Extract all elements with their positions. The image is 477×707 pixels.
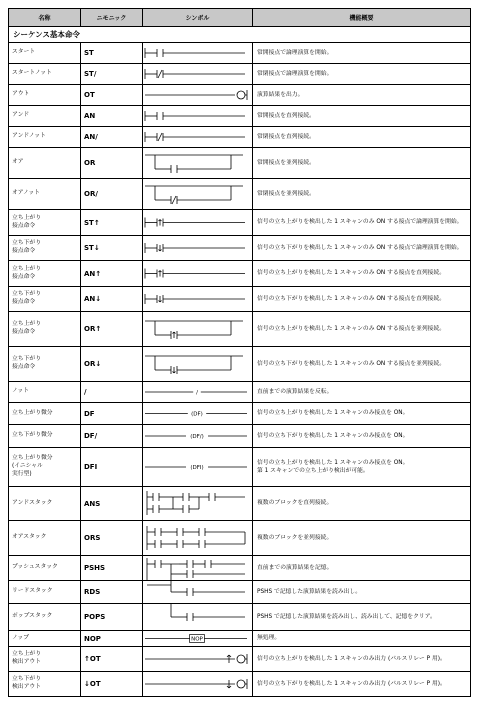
instruction-name: 立ち上がり 接点命令 (9, 210, 81, 236)
instruction-description: PSHS で記憶した演算結果を読み出し。 (253, 581, 471, 604)
instruction-mnemonic: / (81, 382, 143, 403)
ladder-symbol-graphic (143, 448, 251, 486)
ladder-symbol (143, 425, 253, 448)
instruction-description: 複数のブロックを並列接続。 (253, 521, 471, 556)
svg-text:(DFI): (DFI) (190, 465, 204, 471)
ladder-symbol-graphic (143, 556, 251, 580)
instruction-name: ノット (9, 382, 81, 403)
ladder-symbol (143, 347, 253, 382)
ladder-symbol (143, 647, 253, 672)
instruction-table-page (8, 8, 470, 697)
instruction-description: 信号の立ち上がりを検出した 1 スキャンのみ ON する接点で論理演算を開始。 (253, 210, 471, 236)
instruction-mnemonic: AN/ (81, 127, 143, 148)
instruction-description: 常閉接点を並列接続。 (253, 179, 471, 210)
table-row (9, 106, 471, 127)
ladder-symbol-graphic (143, 43, 251, 63)
table-row (9, 631, 471, 647)
instruction-name: ノップ (9, 631, 81, 647)
ladder-symbol-graphic (143, 148, 251, 178)
ladder-symbol-graphic (143, 106, 251, 126)
instruction-name: アンドノット (9, 127, 81, 148)
table-row (9, 382, 471, 403)
instruction-mnemonic: ↓OT (81, 672, 143, 697)
ladder-symbol (143, 521, 253, 556)
instruction-mnemonic: DF (81, 403, 143, 425)
svg-text:/: / (196, 390, 198, 396)
section-title: シーケンス基本命令 (9, 27, 471, 43)
table-row (9, 647, 471, 672)
table-row (9, 448, 471, 487)
instruction-description: 信号の立ち上がりを検出した 1 スキャンのみ ON する接点を直列接続。 (253, 261, 471, 287)
instruction-mnemonic: ANS (81, 487, 143, 521)
instruction-description: 信号の立ち下がりを検出した 1 スキャンのみ接点を ON。 (253, 425, 471, 448)
instruction-name: リードスタック (9, 581, 81, 604)
header-row (9, 9, 471, 27)
instruction-description: 信号の立ち上がりを検出した 1 スキャンのみ ON する接点を並列接続。 (253, 312, 471, 347)
table-row (9, 287, 471, 312)
instruction-name: アンド (9, 106, 81, 127)
instruction-name: 立ち上がり微分 (イニシャル 実行型) (9, 448, 81, 487)
table-row (9, 210, 471, 236)
ladder-symbol-graphic (143, 647, 251, 671)
instruction-mnemonic: ST↓ (81, 236, 143, 261)
instruction-description: 複数のブロックを直列接続。 (253, 487, 471, 521)
ladder-symbol (143, 261, 253, 287)
ladder-symbol (143, 631, 253, 647)
instruction-name: スタートノット (9, 64, 81, 85)
table-row (9, 127, 471, 148)
ladder-symbol (143, 127, 253, 148)
table-row (9, 403, 471, 425)
ladder-symbol-graphic (143, 487, 251, 520)
ladder-symbol-graphic (143, 287, 251, 311)
ladder-symbol-graphic (143, 382, 251, 402)
ladder-symbol (143, 556, 253, 581)
table-row (9, 85, 471, 106)
instruction-name: アウト (9, 85, 81, 106)
header-description: 機能概要 (253, 9, 471, 27)
instruction-mnemonic: OR (81, 148, 143, 179)
svg-text:(DF/): (DF/) (190, 434, 204, 440)
instruction-mnemonic: AN↓ (81, 287, 143, 312)
header-name: 名称 (9, 9, 81, 27)
instruction-description: 直前までの演算結果を記憶。 (253, 556, 471, 581)
instruction-mnemonic: AN (81, 106, 143, 127)
ladder-symbol-graphic (143, 347, 251, 381)
instruction-description: 信号の立ち下がりを検出した 1 スキャンのみ出力 (パルスリレー P 用)。 (253, 672, 471, 697)
instruction-name: 立ち下がり微分 (9, 425, 81, 448)
table-row (9, 43, 471, 64)
ladder-symbol (143, 403, 253, 425)
table-row (9, 672, 471, 697)
section-row (9, 27, 471, 43)
ladder-symbol-graphic (143, 581, 251, 603)
ladder-symbol (143, 312, 253, 347)
table-row (9, 148, 471, 179)
instruction-description: 無処理。 (253, 631, 471, 647)
ladder-symbol-graphic (143, 64, 251, 84)
instruction-mnemonic: ↑OT (81, 647, 143, 672)
instruction-name: オアスタック (9, 521, 81, 556)
instruction-mnemonic: OR↓ (81, 347, 143, 382)
ladder-symbol-graphic (143, 672, 251, 696)
ladder-symbol (143, 85, 253, 106)
instruction-name: 立ち上がり 検出アウト (9, 647, 81, 672)
instruction-name: 立ち下がり 接点命令 (9, 347, 81, 382)
table-row (9, 604, 471, 631)
ladder-symbol (143, 287, 253, 312)
instruction-description: 信号の立ち上がりを検出した 1 スキャンのみ接点を ON。 第 1 スキャンでの立ち上がり検出が可能。 (253, 448, 471, 487)
ladder-symbol-graphic (143, 604, 251, 630)
ladder-symbol-graphic (143, 236, 251, 260)
ladder-symbol-graphic (143, 85, 251, 105)
header-mnemonic: ニモニック (81, 9, 143, 27)
instruction-mnemonic: RDS (81, 581, 143, 604)
instruction-mnemonic: ST↑ (81, 210, 143, 236)
ladder-symbol-graphic (143, 521, 251, 555)
ladder-symbol (143, 179, 253, 210)
table-row (9, 179, 471, 210)
table-row (9, 261, 471, 287)
ladder-symbol (143, 148, 253, 179)
instruction-description: 常開接点を直列接続。 (253, 106, 471, 127)
instruction-mnemonic: DF/ (81, 425, 143, 448)
instruction-description: PSHS で記憶した演算結果を読み出し、読み出して、記憶をクリア。 (253, 604, 471, 631)
instruction-description: 信号の立ち下がりを検出した 1 スキャンのみ ON する接点で論理演算を開始。 (253, 236, 471, 261)
table-row (9, 521, 471, 556)
instruction-description: 演算結果を出力。 (253, 85, 471, 106)
instruction-description: 信号の立ち上がりを検出した 1 スキャンのみ出力 (パルスリレー P 用)。 (253, 647, 471, 672)
instruction-mnemonic: NOP (81, 631, 143, 647)
instruction-mnemonic: ST/ (81, 64, 143, 85)
instruction-description: 常開接点で論理演算を開始。 (253, 43, 471, 64)
table-row (9, 487, 471, 521)
instruction-mnemonic: OR/ (81, 179, 143, 210)
instruction-mnemonic: ST (81, 43, 143, 64)
svg-text:(DF): (DF) (191, 411, 203, 418)
instruction-mnemonic: DFI (81, 448, 143, 487)
instruction-description: 常閉接点で論理演算を開始。 (253, 64, 471, 85)
ladder-symbol (143, 581, 253, 604)
table-row (9, 64, 471, 85)
instruction-mnemonic: OT (81, 85, 143, 106)
ladder-symbol (143, 106, 253, 127)
instruction-description: 直前までの演算結果を反転。 (253, 382, 471, 403)
ladder-symbol-graphic (143, 261, 251, 286)
instruction-name: オア (9, 148, 81, 179)
ladder-symbol-graphic (143, 425, 251, 447)
ladder-symbol-graphic (143, 312, 251, 346)
instruction-description: 信号の立ち下がりを検出した 1 スキャンのみ ON する接点を直列接続。 (253, 287, 471, 312)
table-row (9, 581, 471, 604)
ladder-symbol-graphic (143, 631, 251, 646)
instruction-description: 信号の立ち上がりを検出した 1 スキャンのみ接点を ON。 (253, 403, 471, 425)
table-row (9, 347, 471, 382)
ladder-symbol-graphic (143, 127, 251, 147)
instruction-mnemonic: ORS (81, 521, 143, 556)
ladder-symbol-graphic (143, 210, 251, 235)
instruction-name: オアノット (9, 179, 81, 210)
instruction-name: ポップスタック (9, 604, 81, 631)
instruction-name: スタート (9, 43, 81, 64)
table-row (9, 236, 471, 261)
ladder-symbol (143, 236, 253, 261)
ladder-symbol (143, 382, 253, 403)
instruction-description: 常開接点を並列接続。 (253, 148, 471, 179)
table-row (9, 556, 471, 581)
instruction-name: プッシュスタック (9, 556, 81, 581)
ladder-symbol-graphic (143, 403, 251, 424)
instruction-mnemonic: OR↑ (81, 312, 143, 347)
instruction-name: 立ち上がり 接点命令 (9, 312, 81, 347)
ladder-symbol (143, 64, 253, 85)
instruction-mnemonic: AN↑ (81, 261, 143, 287)
instruction-name: 立ち上がり微分 (9, 403, 81, 425)
instruction-name: 立ち下がり 接点命令 (9, 236, 81, 261)
ladder-symbol (143, 43, 253, 64)
ladder-symbol (143, 487, 253, 521)
svg-text:NOP: NOP (191, 636, 203, 643)
ladder-symbol (143, 210, 253, 236)
instruction-name: 立ち上がり 接点命令 (9, 261, 81, 287)
ladder-symbol (143, 448, 253, 487)
instruction-description: 常閉接点を直列接続。 (253, 127, 471, 148)
ladder-symbol (143, 672, 253, 697)
table-row (9, 425, 471, 448)
instruction-description: 信号の立ち下がりを検出した 1 スキャンのみ ON する接点を並列接続。 (253, 347, 471, 382)
ladder-symbol-graphic (143, 179, 251, 209)
instruction-name: 立ち下がり 検出アウト (9, 672, 81, 697)
instruction-name: 立ち下がり 接点命令 (9, 287, 81, 312)
ladder-symbol (143, 604, 253, 631)
instruction-table (8, 8, 471, 697)
instruction-name: アンドスタック (9, 487, 81, 521)
header-symbol: シンボル (143, 9, 253, 27)
table-row (9, 312, 471, 347)
instruction-mnemonic: POPS (81, 604, 143, 631)
instruction-mnemonic: PSHS (81, 556, 143, 581)
